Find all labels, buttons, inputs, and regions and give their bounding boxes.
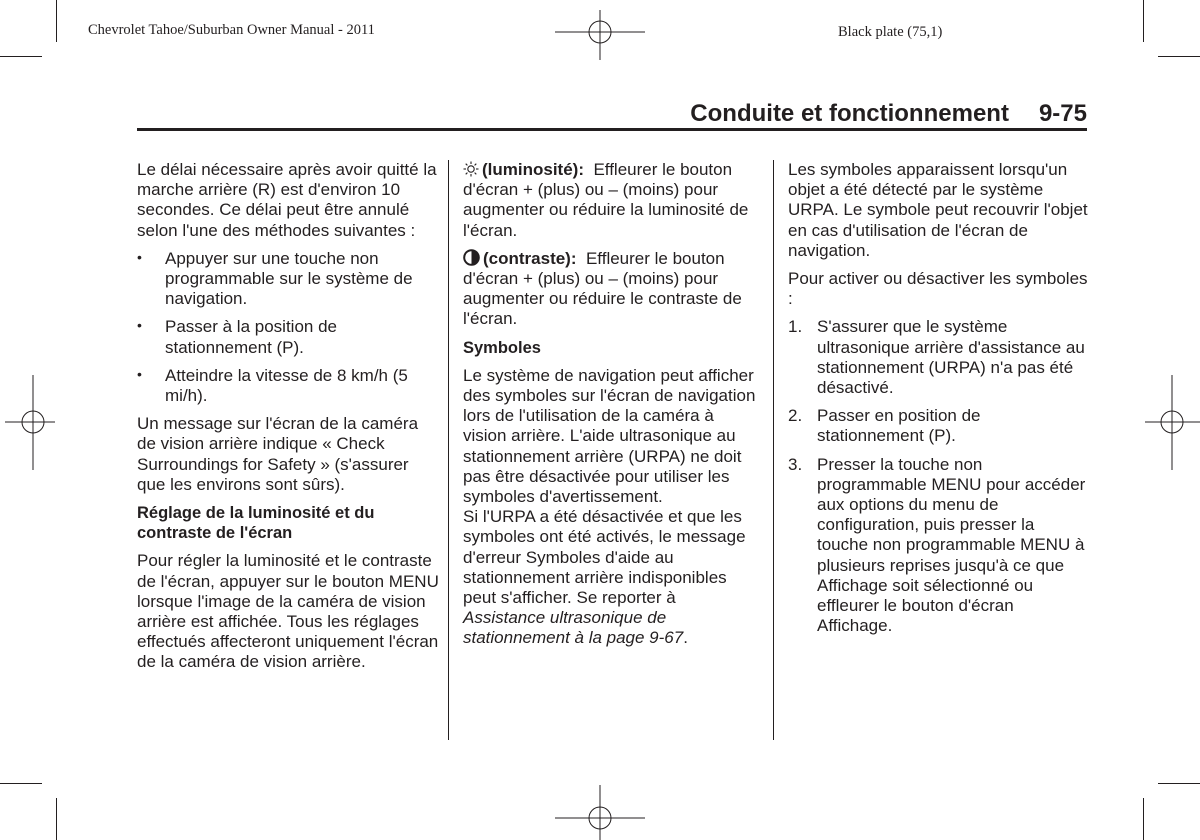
crop-mark bbox=[56, 0, 57, 42]
paragraph: Pour régler la luminosité et le contraste de l'écran, appuyer sur le bouton MENU lorsque l'image de la caméra de vision arrière est affichée. Tous les réglages effectués affecteront uniquement l'écran de la caméra de vision arrière. bbox=[137, 551, 439, 672]
bullet-glyph: • bbox=[137, 317, 142, 334]
paragraph: Le délai nécessaire après avoir quitté la marche arrière (R) est d'environ 10 secondes. Ce délai peut être annulé selon l'une des méthodes suivantes : bbox=[137, 160, 437, 240]
registration-mark-bottom bbox=[555, 785, 645, 840]
paragraph: Pour activer ou désactiver les symboles : bbox=[788, 269, 1088, 309]
cross-reference-link[interactable]: Assistance ultrasonique de stationnement à la page 9-67 bbox=[463, 608, 684, 648]
bullet-glyph: • bbox=[137, 248, 142, 265]
column-divider bbox=[773, 160, 774, 740]
paragraph bbox=[463, 507, 761, 648]
list-item bbox=[137, 249, 439, 310]
crop-mark bbox=[0, 56, 42, 57]
crop-mark bbox=[56, 798, 57, 840]
list-item bbox=[137, 366, 439, 406]
step-number: 3. bbox=[788, 454, 803, 474]
list-item bbox=[788, 317, 1088, 398]
registration-mark-top bbox=[555, 10, 645, 60]
plate-info-right: Black plate (75,1) bbox=[838, 24, 943, 40]
step-text: S'assurer que le système ultrasonique arrière d'assistance au stationnement (URPA) n'a pas été désactivé. bbox=[817, 317, 1085, 398]
numbered-list bbox=[788, 317, 1088, 636]
bullet-glyph: • bbox=[137, 365, 142, 382]
step-text: Presser la touche non programmable MENU pour accéder aux options du menu de configuration, puis presser la touche non programmable MENU à plusieurs reprises jusqu'à ce que Affichage soit sélectionné ou effleurer le bouton d'écran Affichage. bbox=[817, 454, 1086, 636]
section-title: Conduite et fonctionnement bbox=[690, 100, 1009, 127]
list-item-text: Appuyer sur une touche non programmable sur le système de navigation. bbox=[165, 248, 413, 309]
step-number: 2. bbox=[788, 406, 803, 426]
list-item bbox=[788, 455, 1088, 637]
contrast-text: Effleurer le bouton d'écran + (plus) ou – (moins) pour augmenter ou réduire le contraste de l'écran. bbox=[463, 248, 742, 329]
bullet-list bbox=[137, 249, 439, 406]
paragraph: Les symboles apparaissent lorsqu'un objet a été détecté par le système URPA. Le symbole peut recouvrir l'objet en cas d'utilisation de l'écran de navigation. bbox=[788, 160, 1088, 260]
registration-mark-left bbox=[5, 375, 55, 470]
sun-icon bbox=[463, 161, 479, 177]
registration-mark-right bbox=[1145, 375, 1200, 470]
crop-mark bbox=[1158, 783, 1200, 784]
crop-mark bbox=[0, 783, 42, 784]
brightness-text: Effleurer le bouton d'écran + (plus) ou – (moins) pour augmenter ou réduire la luminosité de l'écran. bbox=[463, 160, 749, 240]
column-divider bbox=[448, 160, 449, 740]
header-rule bbox=[137, 128, 1087, 131]
contrast-label: (contraste): bbox=[483, 248, 577, 268]
crop-mark bbox=[1158, 56, 1200, 57]
plate-info-left: Chevrolet Tahoe/Suburban Owner Manual - 2011 bbox=[88, 22, 375, 38]
step-number: 1. bbox=[788, 317, 803, 337]
brightness-paragraph bbox=[463, 160, 761, 241]
paragraph: Un message sur l'écran de la caméra de vision arrière indique « Check Surroundings for Safety » (s'assurer que les environs sont sûrs). bbox=[137, 414, 419, 494]
list-item bbox=[137, 317, 439, 357]
crop-mark bbox=[1143, 0, 1144, 42]
brightness-label: (luminosité): bbox=[482, 160, 584, 179]
column-3 bbox=[788, 160, 1088, 644]
column-2 bbox=[463, 160, 761, 657]
subheading: Symboles bbox=[463, 338, 541, 357]
subheading: Réglage de la luminosité et du contraste de l'écran bbox=[137, 504, 375, 543]
list-item-text: Passer à la position de stationnement (P). bbox=[165, 317, 337, 357]
step-text: Passer en position de stationnement (P). bbox=[817, 406, 981, 446]
list-item-text: Atteindre la vitesse de 8 km/h (5 mi/h). bbox=[165, 365, 408, 406]
paragraph-text: . bbox=[683, 628, 688, 648]
list-item bbox=[788, 406, 1088, 446]
crop-mark bbox=[1143, 798, 1144, 840]
page-number: 9-75 bbox=[1038, 100, 1087, 127]
column-1 bbox=[137, 160, 439, 681]
page-header bbox=[137, 100, 1087, 128]
paragraph-text: Si l'URPA a été désactivée et que les symboles ont été activés, le message d'erreur Symboles d'aide au stationnement arrière indisponibles peut s'afficher. Se reporter à bbox=[463, 507, 746, 608]
half-circle-contrast-icon bbox=[463, 249, 480, 266]
paragraph: Le système de navigation peut afficher des symboles sur l'écran de navigation lors de l'utilisation de la caméra à vision arrière. L'aide ultrasonique au stationnement arrière (URPA) ne doit pas être désactivée pour utiliser les symboles d'avertissement. bbox=[463, 365, 756, 507]
contrast-paragraph bbox=[463, 249, 761, 330]
